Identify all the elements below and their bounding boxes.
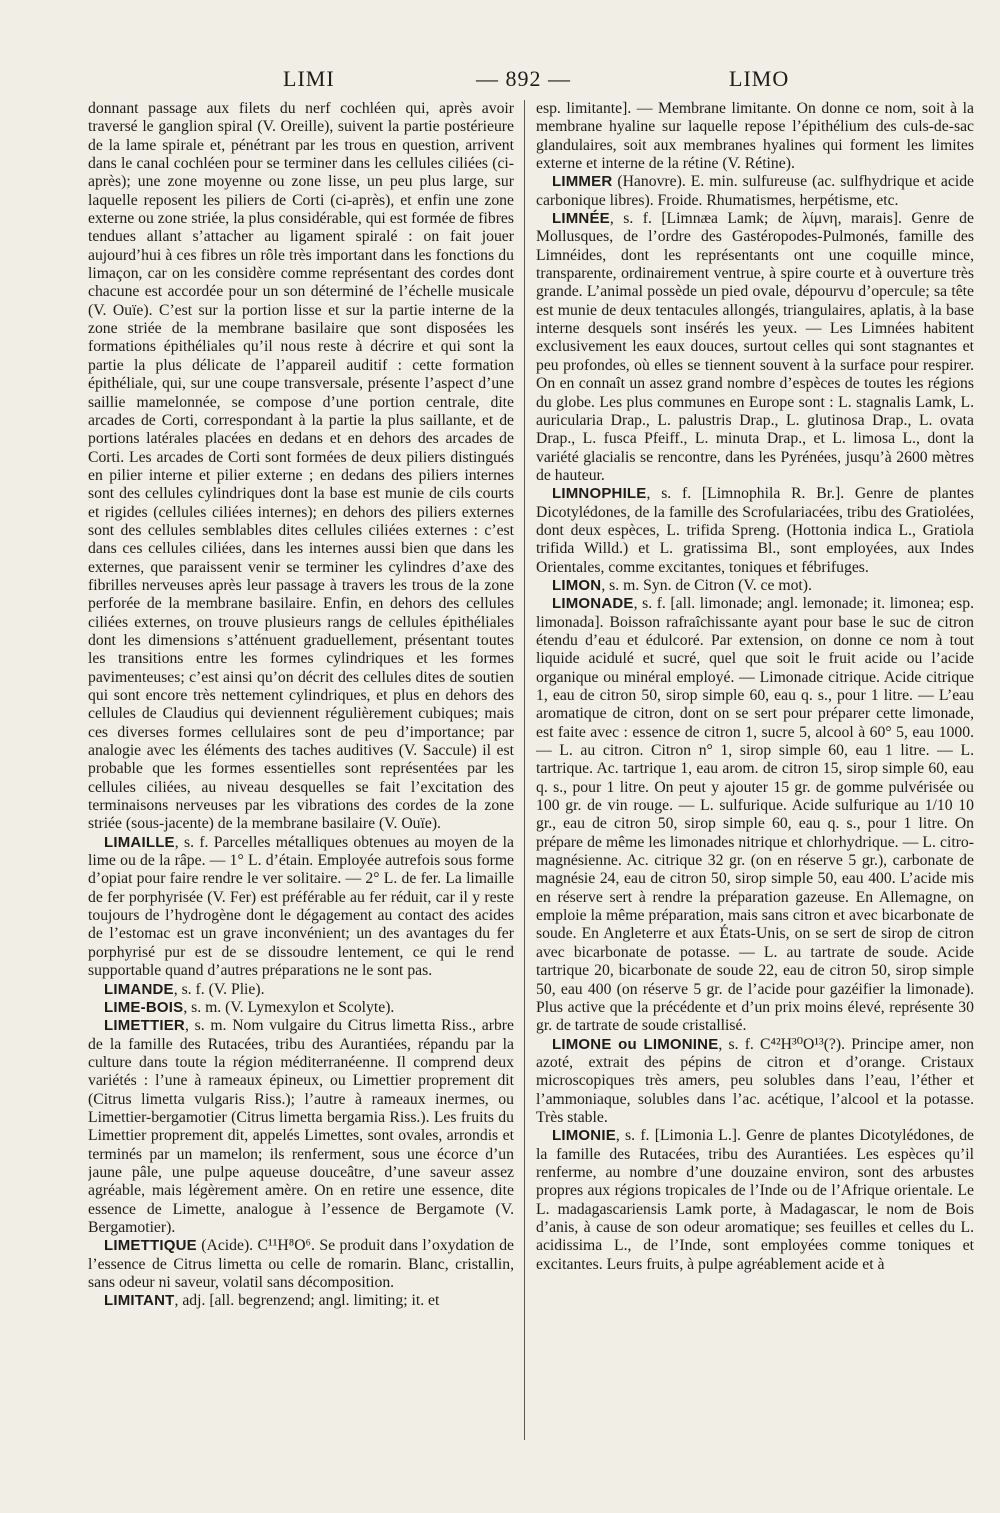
entry-headword: LIMNOPHILE (552, 485, 647, 503)
entry-headword: LIMONADE (552, 595, 634, 613)
entry-body: , s. f. [Limnæa Lamk; de λίμνη, marais]. Genre de Mollusques, de l’ordre des Gastéropodes-Pulmonés, famille des Limnéides, dont les représentants ont une coquille mince, transparente, ordinairement ventrue, à spire courte et à ouverture très grande. L’animal possède un pied ovale, dépourvu d’opercule; sa tête est munie de deux tentacules allongés, triangulaires, aplatis, à la base interne desquels sont insérés les yeux. — Les Limnées habitent exclusivement les eaux douces, surtout celles qui sont stagnantes et peu profondes, où elles se tiennent souvent à la surface pour respirer. On en connaît un assez grand nombre d’espèces de toutes les régions du globe. Les plus communes en Europe sont : L. stagnalis Lamk, L. auricularia Drap., L. palustris Drap., L. glutinosa Drap., L. ovata Drap., L. fusca Pfeiff., L. minuta Drap., et L. limosa L., dont la variété glacialis se rencontre, dans les Pyrénées, jusqu’à 2600 mètres de hauteur. (536, 210, 974, 484)
dictionary-entry (536, 485, 974, 577)
dictionary-entry (536, 210, 974, 485)
dictionary-entry (88, 981, 514, 999)
left-column (88, 100, 514, 1490)
entry-body: , s. f. [all. limonade; angl. lemonade; it. limonea; esp. limonada]. Boisson rafraîchissante ayant pour base le suc de citron étendu d’eau et édulcoré. Par extension, on donne ce nom à tout liquide acidulé et sucré, quel que soit le fruit acide ou l’acide organique ou minéral employé. — Limonade citrique. Acide citrique 1, eau de citron 50, sirop simple 60, eau q. s., pour 1 litre. — L’eau aromatique de citron, dont on se sert pour préparer cette limonade, est faite avec : essence de citron 1, sucre 5, alcool à 60° 5, eau 1000. — L. au citron. Citron n° 1, sirop simple 60, eau 1 litre. — L. tartrique. Ac. tartrique 1, eau arom. de citron 15, sirop simple 60, eau q. s., pour 1 litre. On peut y ajouter 15 gr. de gomme pulvérisée ou 100 gr. de vin rouge. — L. sulfurique. Acide sulfurique au 1/10 10 gr., eau de citron 50, sirop simple 60, eau q. s., pour 1 litre. On prépare de même les limonades nitrique et chlorhydrique. — L. citro-magnésienne. Ac. citrique 32 gr. (on en réserve 5 gr.), carbonate de magnésie 24, eau de citron 50, sirop simple 50, eau 400. L’acide mis en réserve sert à rendre la préparation gazeuse. En Allemagne, on emploie la même préparation, mais sans citron et avec bicarbonate de soude. En Angleterre et aux États-Unis, on se sert de sirop de citron avec bicarbonate de potasse. — L. au tartrate de soude. Acide tartrique 20, bicarbonate de soude 22, eau de citron 50, sirop simple 50, eau 400 (on réserve 5 gr. de l’acide pour gazéifier la limonade). Plus active que la précédente et d’un prix moins élevé, représente 30 gr. de tartrate de soude cristallisé. (536, 595, 974, 1035)
dictionary-entry (88, 1237, 514, 1292)
dictionary-entry (536, 1036, 974, 1128)
entry-headword: LIMETTIQUE (104, 1237, 197, 1255)
entry-body: , adj. [all. begrenzend; angl. limiting; it. et (174, 1292, 440, 1310)
continued-text (88, 100, 514, 834)
entry-body: donnant passage aux filets du nerf cochléen qui, après avoir traversé le ganglion spiral (V. Oreille), suivent la partie postérieure de la lame spirale et, pénétrant par les trous en question, arrivent dans le canal cochléen pour se terminer dans les cellules ciliées (ci-après); une zone moyenne ou zone lisse, un peu plus large, sur laquelle reposent les piliers de Corti (ci-après), et enfin une zone externe ou zone striée, la plus considérable, qui est formée de fibres tendues allant s’attacher au ligament spiralé : on fait jouer aujourd’hui à ces fibres un rôle très important dans les fonctions du limaçon, car on les considère comme représentant des cordes dont chacune est accordée pour un son déterminé de l’échelle musicale (V. Ouïe). C’est sur la portion lisse et sur la partie interne de la zone striée de la membrane basilaire que sont disposées les formations épithéliales qu’il nous reste à décrire et qui sont la partie la plus délicate de l’appareil auditif : cette formation épithéliale, qui, sur une coupe transversale, présente l’aspect d’une saillie mamelonnée, se compose d’une portion centrale, dite arcades de Corti, correspondant à la partie la plus saillante, et de portions latérales placées en dedans et en dehors des arcades de Corti. Les arcades de Corti sont formées de deux piliers distingués en pilier interne et pilier externe ; en dedans des piliers internes sont des cellules cylindriques dont la base est munie de cils courts et rigides (cellules ciliées internes); en dehors des piliers externes sont des cellules semblables dites cellules ciliées externes : c’est dans ces cellules ciliées, dans les internes aussi bien que dans les externes, que paraissent venir se terminer les cylindres d’axe des fibrilles nerveuses après leur passage à travers les trous de la zone perforée de la membrane basilaire. Enfin, en dehors des cellules ciliées externes, on trouve plusieurs rangs de cellules épithéliales dont les dimensions s’atténuent graduellement, présentant toutes les transitions entre les formes cylindriques et les formes pavimenteuses; c’est ainsi qu’on décrit des cellules dites de soutien qui sont encore très nettement cylindriques, et plus en dehors des cellules de Claudius qui deviennent régulièrement cubiques; mais ces diverses formes cellulaires sont de peu d’importance; par analogie avec les éléments des taches auditives (V. Saccule) il est probable que les formes essentielles sont représentées par les cellules ciliées, au niveau desquelles se fait l’excitation des terminaisons nerveuses par les vibrations des cordes de la zone striée (sous-jacente) de la membrane basilaire (V. Ouïe). (88, 100, 514, 833)
entry-headword: LIMON (552, 576, 602, 594)
header-right-guideword: LIMO (729, 66, 790, 91)
dictionary-entry (88, 1017, 514, 1237)
dictionary-entry (536, 595, 974, 1035)
column-divider (524, 100, 525, 1440)
header-left-guideword: LIMI (283, 66, 335, 91)
entry-body: , s. m. Syn. de Citron (V. ce mot). (601, 576, 812, 594)
dictionary-entry (88, 1292, 514, 1310)
entry-body: (Hanovre). E. min. sulfureuse (ac. sulfhydrique et acide carbonique libres). Froide. Rhumatismes, herpétisme, etc. (536, 173, 974, 209)
entry-headword: LIMETTIER (104, 1017, 185, 1035)
entry-headword: LIMONIE (552, 1127, 616, 1145)
dictionary-entry (536, 173, 974, 210)
entry-headword: LIMANDE (104, 980, 174, 998)
right-column (536, 100, 974, 1490)
entry-headword: LIMMER (552, 173, 613, 191)
entry-headword: LIMNÉE (552, 210, 610, 228)
entry-headword: LIMAILLE (104, 833, 175, 851)
entry-body: , s. m. Nom vulgaire du Citrus limetta Riss., arbre de la famille des Rutacées, tribu des Aurantiées, répandu par la culture dans toute la région méditerranéenne. Il comprend deux variétés : l’une à rameaux épineux, ou Limettier proprement dit (Citrus limetta vulgaris Riss.); l’autre à rameaux inermes, ou Limettier-bergamotier (Citrus limetta bergamia Riss.). Les fruits du Limettier proprement dit, appelés Limettes, sont ovales, arrondis et terminés par un mamelon; ils renferment, sous une écorce d’un jaune pâle, une pulpe aqueuse douceâtre, d’une saveur assez agréable, mais légèrement amère. On en retire une essence, dite essence de Limette, analogue à l’essence de Bergamote (V. Bergamotier). (88, 1017, 514, 1236)
entry-body: , s. f. Parcelles métalliques obtenues au moyen de la lime ou de la râpe. — 1° L. d’étain. Employée autrefois sous forme d’opiat pour faire rendre le ver solitaire. — 2° L. de fer. La limaille de fer porphyrisée (V. Fer) est préférable au fer réduit, car il y reste toujours de l’hydrogène dont le dégagement au contact des acides de l’estomac est un grave inconvénient; un des avantages du fer porphyrisé pur est de se dissoudre lentement, ce qui le rend supportable quand d’autres préparations ne le sont pas. (88, 833, 514, 980)
entry-body: (Acide). C¹¹H⁸O⁶. Se produit dans l’oxydation de l’essence de Citrus limetta ou celle de romarin. Blanc, cristallin, sans odeur ni saveur, volatil sans décomposition. (88, 1237, 514, 1291)
entry-headword: LIMONE ou LIMONINE (552, 1035, 719, 1053)
entry-body: , s. f. (V. Plie). (173, 980, 265, 998)
entry-headword: LIMITANT (104, 1292, 175, 1310)
dictionary-entry (88, 834, 514, 981)
entry-headword: LIME-BOIS (104, 998, 184, 1016)
dictionary-entry (536, 1127, 974, 1274)
page-number: — 892 — (476, 66, 571, 91)
dictionary-entry (88, 999, 514, 1017)
page-header (0, 58, 1000, 98)
entry-body: esp. limitante]. — Membrane limitante. On donne ce nom, soit à la membrane hyaline sur laquelle repose l’épithélium des culs-de-sac glandulaires, soit aux membranes hyalines qui forment les limites externe et interne de la rétine (V. Rétine). (536, 100, 974, 173)
entry-body: , s. f. [Limnophila R. Br.]. Genre de plantes Dicotylédones, de la famille des Scrofulariacées, tribu des Gratiolées, dont deux espèces, L. trifida Spreng. (Hottonia indica L., Gratiola trifida Willd.) et L. gratissima Bl., sont employées, aux Indes Orientales, comme excitantes, toniques et fébrifuges. (536, 485, 974, 576)
entry-body: , s. m. (V. Lymexylon et Scolyte). (183, 998, 395, 1016)
entry-body: , s. f. [Limonia L.]. Genre de plantes Dicotylédones, de la famille des Rutacées, tribu des Aurantiées. Les espèces qu’il renferme, au nombre d’une douzaine environ, sont des arbustes propres aux régions tropicales de l’Inde ou de l’Afrique orientale. Le L. madagascariensis Lamk porte, à Madagascar, le nom de Bois d’anis, à cause de son odeur aromatique; ses feuilles et celles du L. acidissima L., de l’Inde, sont employées comme toniques et excitantes. Leurs fruits, à pulpe agréablement acide et à (536, 1127, 974, 1273)
entry-body: , s. f. C⁴²H³⁰O¹³(?). Principe amer, non azoté, extrait des pépins de citron et d’orange. Cristaux microscopiques très amers, peu solubles dans l’eau, l’éther et l’ammoniaque, solubles dans l’ac. acétique, l’alcool et la potasse. Très stable. (536, 1035, 974, 1126)
continued-text (536, 100, 974, 173)
dictionary-entry (536, 577, 974, 595)
